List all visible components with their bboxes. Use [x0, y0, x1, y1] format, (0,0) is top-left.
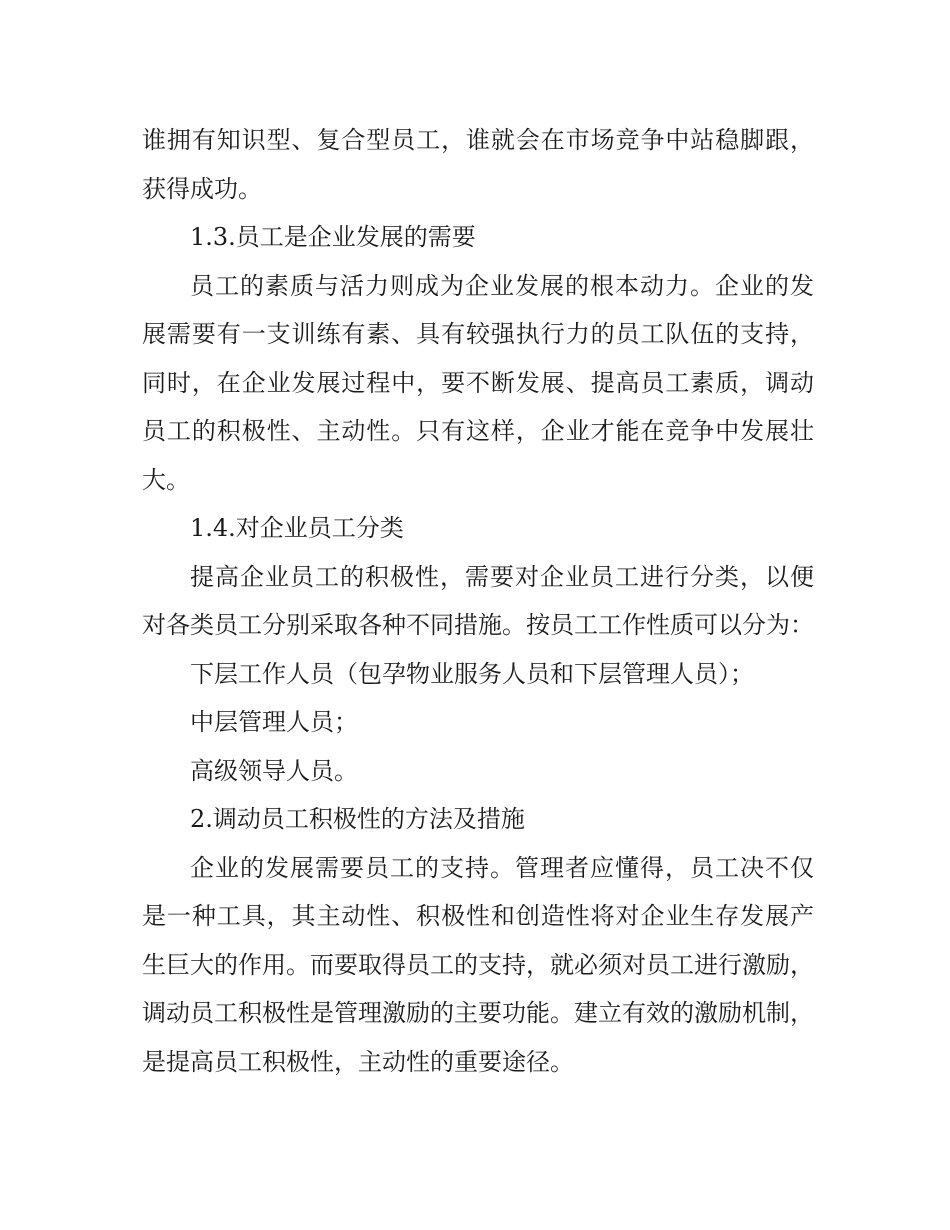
body-text-line: 是一种工具，其主动性、积极性和创造性将对企业生存发展产 — [142, 902, 814, 930]
body-text-line: 生巨大的作用。而要取得员工的支持，就必须对员工进行激励， — [142, 950, 814, 979]
section-heading-2: 2.调动员工积极性的方法及措施 — [190, 805, 525, 833]
body-text-line: 员工的素质与活力则成为企业发展的根本动力。企业的发 — [190, 271, 814, 300]
list-item: 下层工作人员（包孕物业服务人员和下层管理人员）； — [190, 659, 754, 688]
body-text-line: 对各类员工分别采取各种不同措施。按员工工作性质可以分为： — [142, 611, 814, 639]
document-body — [142, 116, 814, 1086]
body-text-line: 调动员工积极性是管理激励的主要功能。建立有效的激励机制， — [142, 999, 814, 1027]
section-heading-1-4: 1.4.对企业员工分类 — [190, 514, 404, 542]
body-text-line: 是提高员工积极性，主动性的重要途径。 — [142, 1047, 574, 1076]
body-text-line: 获得成功。 — [142, 174, 262, 203]
list-item: 高级领导人员。 — [190, 756, 358, 785]
body-text-line: 展需要有一支训练有素、具有较强执行力的员工队伍的支持， — [142, 320, 814, 348]
list-item: 中层管理人员； — [190, 708, 358, 736]
section-heading-1-3: 1.3.员工是企业发展的需要 — [190, 223, 476, 251]
body-text-line: 谁拥有知识型、复合型员工，谁就会在市场竞争中站稳脚跟， — [142, 126, 814, 154]
body-text-line: 同时，在企业发展过程中，要不断发展、提高员工素质，调动 — [142, 368, 814, 397]
body-text-line: 员工的积极性、主动性。只有这样，企业才能在竞争中发展壮 — [142, 417, 814, 445]
body-text-line: 大。 — [142, 465, 190, 494]
body-text-line: 企业的发展需要员工的支持。管理者应懂得，员工决不仅 — [190, 853, 814, 882]
body-text-line: 提高企业员工的积极性，需要对企业员工进行分类，以便 — [190, 562, 814, 591]
